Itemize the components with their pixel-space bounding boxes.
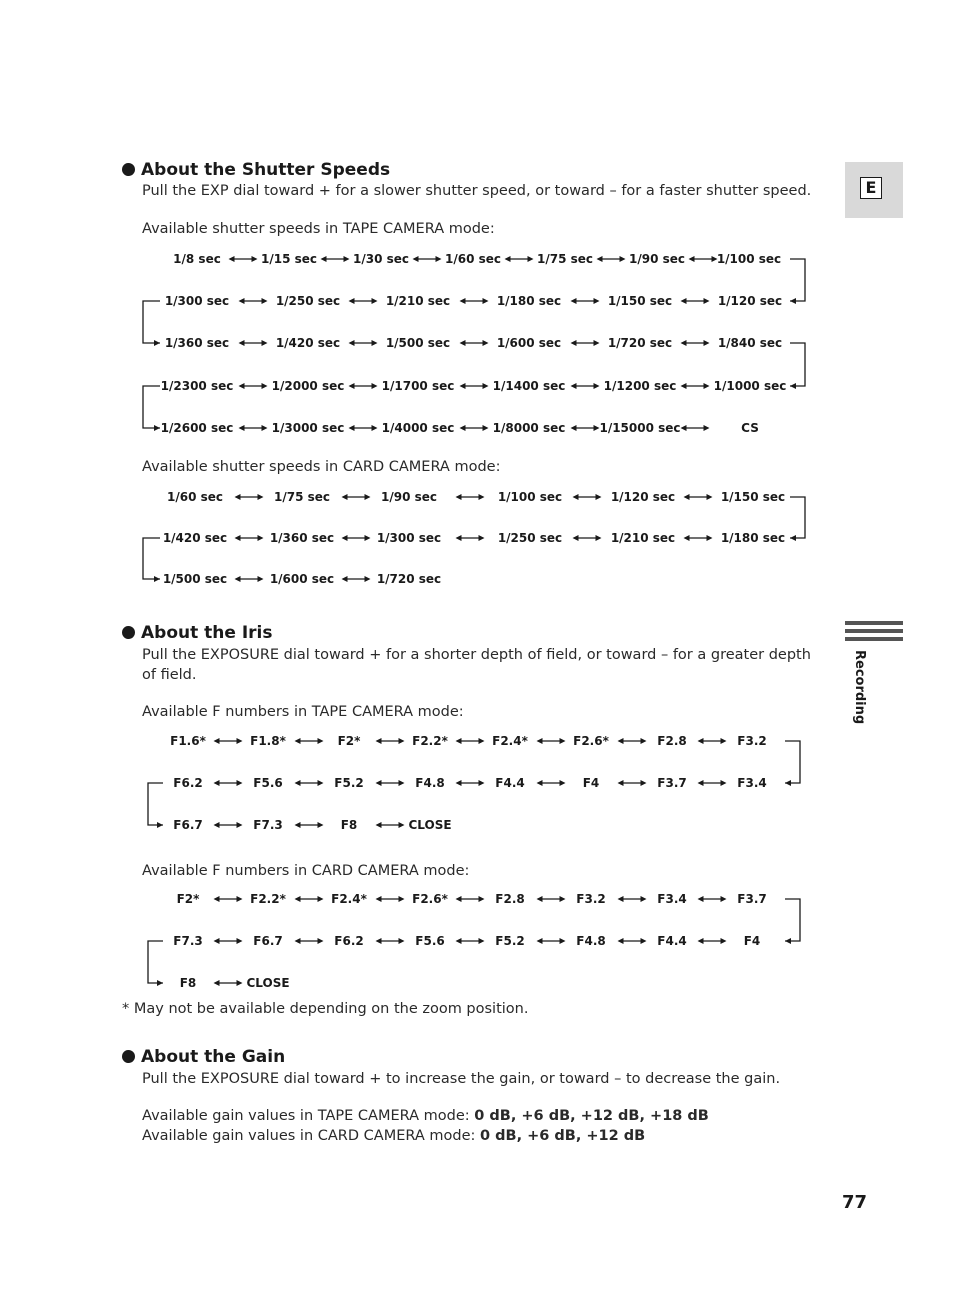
sequence-value: F6.7	[253, 934, 283, 948]
gain-description: Pull the EXPOSURE dial toward + to increase the gain, or toward – to decrease the gain.	[142, 1071, 781, 1087]
sequence-value: F3.7	[657, 776, 687, 790]
gain-heading	[122, 1047, 285, 1067]
sequence-value: F3.2	[576, 892, 606, 906]
double-arrow-icon	[536, 779, 565, 787]
sequence-value: 1/420 sec	[162, 531, 228, 545]
tab-stripe	[845, 637, 903, 641]
sequence-value: 1/8 sec	[173, 252, 221, 266]
iris-description: Pull the EXPOSURE dial toward + for a shorter depth of field, or toward – for a greater depth of field.	[142, 647, 811, 683]
double-arrow-icon	[349, 382, 378, 390]
sequence-value: 1/840 sec	[717, 336, 783, 350]
shutter-heading-text: About the Shutter Speeds	[141, 160, 391, 180]
double-arrow-icon	[349, 297, 378, 305]
double-arrow-icon	[413, 255, 442, 263]
double-arrow-icon	[238, 424, 267, 432]
sequence-value: F2*	[176, 892, 200, 906]
iris-footnote: * May not be available depending on the zoom position.	[122, 1001, 529, 1017]
double-arrow-icon	[681, 424, 710, 432]
sequence-value: 1/300 sec	[164, 294, 230, 308]
double-arrow-icon	[294, 779, 323, 787]
sequence-value: CLOSE	[408, 818, 452, 832]
double-arrow-icon	[617, 737, 646, 745]
double-arrow-icon	[238, 297, 267, 305]
double-arrow-icon	[456, 737, 485, 745]
bullet-icon	[122, 1050, 135, 1063]
row-connector	[783, 894, 806, 946]
double-arrow-icon	[456, 937, 485, 945]
row-connector	[141, 381, 166, 433]
sequence-value: F6.7	[173, 818, 203, 832]
shutter-heading	[122, 160, 390, 180]
sequence-value: 1/250 sec	[275, 294, 341, 308]
sequence-value: F4	[582, 776, 600, 790]
double-arrow-icon	[572, 534, 601, 542]
double-arrow-icon	[294, 821, 323, 829]
sequence-value: F4.8	[415, 776, 445, 790]
double-arrow-icon	[214, 779, 243, 787]
shutter-tape-label: Available shutter speeds in TAPE CAMERA mode:	[142, 221, 495, 237]
row-connector	[146, 936, 169, 988]
sequence-value: 1/100 sec	[497, 490, 563, 504]
double-arrow-icon	[238, 382, 267, 390]
sequence-value: F3.4	[657, 892, 687, 906]
sequence-value: 1/8000 sec	[492, 421, 566, 435]
sequence-value: CLOSE	[246, 976, 290, 990]
double-arrow-icon	[456, 779, 485, 787]
double-arrow-icon	[570, 339, 599, 347]
double-arrow-icon	[375, 737, 404, 745]
double-arrow-icon	[214, 895, 243, 903]
sequence-value: F2.8	[657, 734, 687, 748]
sequence-value: F6.2	[173, 776, 203, 790]
double-arrow-icon	[617, 895, 646, 903]
double-arrow-icon	[294, 737, 323, 745]
gain-tape-prefix: Available gain values in TAPE CAMERA mode:	[142, 1108, 475, 1124]
double-arrow-icon	[321, 255, 350, 263]
sequence-value: F5.6	[253, 776, 283, 790]
shutter-card-label: Available shutter speeds in CARD CAMERA mode:	[142, 459, 501, 475]
sequence-value: 1/180 sec	[496, 294, 562, 308]
double-arrow-icon	[341, 493, 370, 501]
gain-card-line	[142, 1128, 645, 1144]
sequence-value: 1/150 sec	[607, 294, 673, 308]
double-arrow-icon	[455, 493, 484, 501]
sequence-value: 1/1700 sec	[381, 379, 455, 393]
sequence-value: 1/600 sec	[496, 336, 562, 350]
sequence-value: 1/75 sec	[536, 252, 594, 266]
row-connector	[788, 254, 811, 306]
sequence-value: 1/1400 sec	[492, 379, 566, 393]
gain-heading-text: About the Gain	[141, 1047, 286, 1067]
iris-tape-label: Available F numbers in TAPE CAMERA mode:	[142, 704, 464, 720]
sequence-value: 1/60 sec	[166, 490, 224, 504]
sequence-value: 1/90 sec	[628, 252, 686, 266]
double-arrow-icon	[455, 534, 484, 542]
double-arrow-icon	[681, 339, 710, 347]
sequence-value: F8	[179, 976, 197, 990]
double-arrow-icon	[459, 339, 488, 347]
double-arrow-icon	[505, 255, 534, 263]
double-arrow-icon	[617, 779, 646, 787]
gain-tape-line	[142, 1108, 709, 1124]
sequence-value: 1/600 sec	[269, 572, 335, 586]
double-arrow-icon	[570, 297, 599, 305]
sequence-value: CS	[741, 421, 759, 435]
sequence-value: 1/2000 sec	[271, 379, 345, 393]
row-connector	[146, 778, 169, 830]
double-arrow-icon	[375, 821, 404, 829]
sequence-value: 1/15000 sec	[599, 421, 681, 435]
sequence-value: 1/180 sec	[720, 531, 786, 545]
section-letter: E	[860, 177, 882, 199]
double-arrow-icon	[349, 424, 378, 432]
sequence-value: 1/3000 sec	[271, 421, 345, 435]
sequence-value: F4	[743, 934, 761, 948]
sequence-value: 1/120 sec	[610, 490, 676, 504]
sequence-value: 1/1200 sec	[603, 379, 677, 393]
sequence-value: 1/360 sec	[269, 531, 335, 545]
double-arrow-icon	[214, 937, 243, 945]
sequence-value: 1/60 sec	[444, 252, 502, 266]
double-arrow-icon	[459, 382, 488, 390]
double-arrow-icon	[459, 424, 488, 432]
double-arrow-icon	[229, 255, 258, 263]
sequence-value: 1/120 sec	[717, 294, 783, 308]
double-arrow-icon	[341, 534, 370, 542]
double-arrow-icon	[375, 779, 404, 787]
sequence-value: F5.2	[334, 776, 364, 790]
double-arrow-icon	[234, 534, 263, 542]
tab-stripe	[845, 621, 903, 625]
sequence-value: F2.4*	[492, 734, 528, 748]
double-arrow-icon	[341, 575, 370, 583]
double-arrow-icon	[536, 895, 565, 903]
sequence-value: 1/90 sec	[380, 490, 438, 504]
gain-card-values: 0 dB, +6 dB, +12 dB	[480, 1128, 646, 1144]
sequence-value: F1.6*	[170, 734, 206, 748]
sequence-value: 1/2600 sec	[160, 421, 234, 435]
gain-tape-values: 0 dB, +6 dB, +12 dB, +18 dB	[474, 1108, 709, 1124]
gain-card-prefix: Available gain values in CARD CAMERA mode:	[142, 1128, 480, 1144]
bullet-icon	[122, 163, 135, 176]
double-arrow-icon	[536, 937, 565, 945]
double-arrow-icon	[456, 895, 485, 903]
sequence-value: F2.2*	[250, 892, 286, 906]
double-arrow-icon	[681, 382, 710, 390]
row-connector	[788, 492, 811, 543]
double-arrow-icon	[698, 895, 727, 903]
row-connector	[141, 296, 166, 348]
double-arrow-icon	[459, 297, 488, 305]
sequence-value: F2.6*	[573, 734, 609, 748]
sequence-value: F7.3	[253, 818, 283, 832]
sequence-value: 1/1000 sec	[713, 379, 787, 393]
iris-heading-text: About the Iris	[141, 623, 273, 643]
sequence-value: F1.8*	[250, 734, 286, 748]
double-arrow-icon	[597, 255, 626, 263]
sequence-value: 1/100 sec	[716, 252, 782, 266]
double-arrow-icon	[294, 895, 323, 903]
section-tab	[845, 162, 903, 218]
bullet-icon	[122, 626, 135, 639]
double-arrow-icon	[698, 779, 727, 787]
sequence-value: F5.2	[495, 934, 525, 948]
double-arrow-icon	[214, 737, 243, 745]
double-arrow-icon	[617, 937, 646, 945]
sequence-value: 1/420 sec	[275, 336, 341, 350]
double-arrow-icon	[234, 493, 263, 501]
sequence-value: F2*	[337, 734, 361, 748]
row-connector	[783, 736, 806, 788]
sequence-value: F5.6	[415, 934, 445, 948]
page-number: 77	[842, 1192, 868, 1213]
sequence-value: 1/75 sec	[273, 490, 331, 504]
sequence-value: F2.4*	[331, 892, 367, 906]
double-arrow-icon	[375, 937, 404, 945]
double-arrow-icon	[294, 937, 323, 945]
sequence-value: F6.2	[334, 934, 364, 948]
shutter-description: Pull the EXP dial toward + for a slower shutter speed, or toward – for a faster shutter speed.	[142, 183, 812, 199]
sequence-value: 1/15 sec	[260, 252, 318, 266]
sequence-value: F4.4	[657, 934, 687, 948]
sequence-value: F3.7	[737, 892, 767, 906]
sequence-value: F3.2	[737, 734, 767, 748]
double-arrow-icon	[570, 424, 599, 432]
iris-heading	[122, 623, 272, 643]
row-connector	[141, 533, 166, 584]
double-arrow-icon	[572, 493, 601, 501]
double-arrow-icon	[375, 895, 404, 903]
double-arrow-icon	[536, 737, 565, 745]
double-arrow-icon	[681, 297, 710, 305]
row-connector	[788, 338, 811, 391]
double-arrow-icon	[698, 737, 727, 745]
section-side-label: Recording	[852, 650, 867, 725]
sequence-value: 1/30 sec	[352, 252, 410, 266]
tab-stripe	[845, 629, 903, 633]
sequence-value: F4.8	[576, 934, 606, 948]
sequence-value: 1/150 sec	[720, 490, 786, 504]
sequence-value: 1/500 sec	[385, 336, 451, 350]
double-arrow-icon	[214, 979, 243, 987]
sequence-value: F2.6*	[412, 892, 448, 906]
double-arrow-icon	[214, 821, 243, 829]
sequence-value: 1/250 sec	[497, 531, 563, 545]
double-arrow-icon	[698, 937, 727, 945]
double-arrow-icon	[238, 339, 267, 347]
double-arrow-icon	[684, 493, 713, 501]
sequence-value: 1/500 sec	[162, 572, 228, 586]
sequence-value: 1/360 sec	[164, 336, 230, 350]
double-arrow-icon	[349, 339, 378, 347]
sequence-value: 1/2300 sec	[160, 379, 234, 393]
sequence-value: F2.2*	[412, 734, 448, 748]
sequence-value: 1/4000 sec	[381, 421, 455, 435]
sequence-value: F3.4	[737, 776, 767, 790]
sequence-value: F7.3	[173, 934, 203, 948]
double-arrow-icon	[684, 534, 713, 542]
iris-card-label: Available F numbers in CARD CAMERA mode:	[142, 863, 470, 879]
sequence-value: 1/300 sec	[376, 531, 442, 545]
sequence-value: 1/720 sec	[607, 336, 673, 350]
double-arrow-icon	[234, 575, 263, 583]
sequence-value: F2.8	[495, 892, 525, 906]
sequence-value: 1/720 sec	[376, 572, 442, 586]
sequence-value: 1/210 sec	[610, 531, 676, 545]
sequence-value: F4.4	[495, 776, 525, 790]
sequence-value: 1/210 sec	[385, 294, 451, 308]
sequence-value: F8	[340, 818, 358, 832]
double-arrow-icon	[689, 255, 718, 263]
double-arrow-icon	[570, 382, 599, 390]
